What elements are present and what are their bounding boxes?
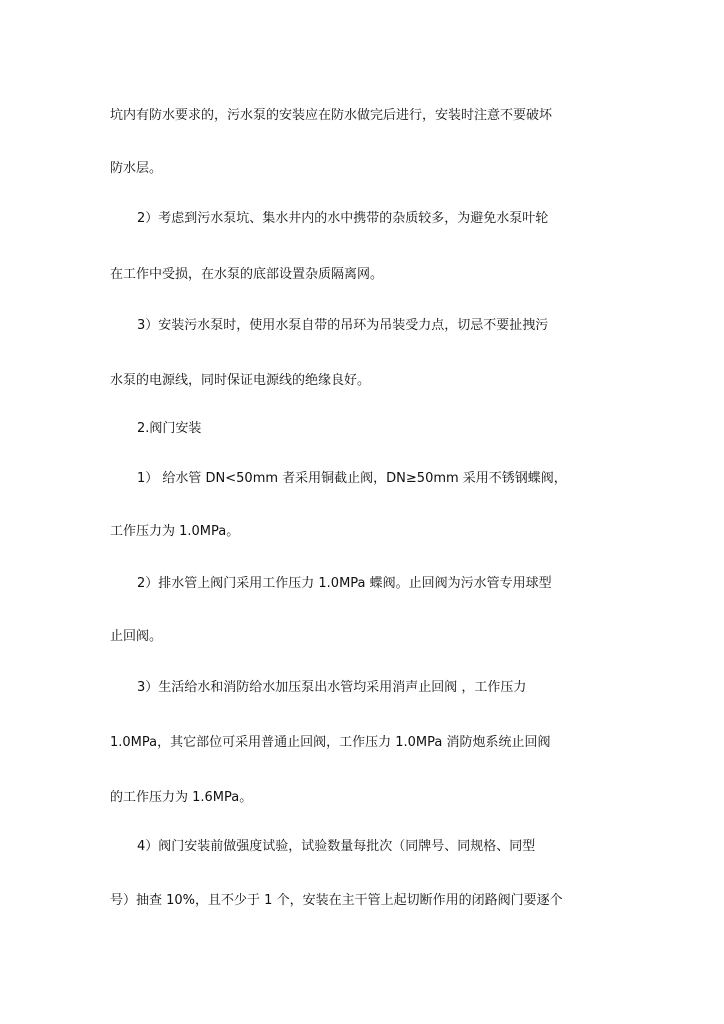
text-line-15: 4）阀门安装前做强度试验，试验数量每批次（同牌号、同规格、同型 bbox=[137, 839, 536, 854]
text-line-11: 止回阀。 bbox=[110, 629, 163, 644]
text-line-12: 3）生活给水和消防给水加压泵出水管均采用消声止回阀 ，工作压力 bbox=[137, 680, 527, 695]
text-line-4: 在工作中受损，在水泵的底部设置杂质隔离网。 bbox=[110, 267, 384, 282]
text-line-5: 3）安装污水泵时，使用水泵自带的吊环为吊装受力点，切忌不要扯拽污 bbox=[137, 318, 549, 333]
section-heading: 2.阀门安装 bbox=[137, 421, 202, 436]
text-line-1: 坑内有防水要求的，污水泵的安装应在防水做完后进行，安装时注意不要破坏 bbox=[110, 108, 553, 123]
text-line-8: 1） 给水管 DN<50mm 者采用铜截止阀，DN≥50mm 采用不锈钢蝶阀， bbox=[137, 471, 567, 486]
text-line-13: 1.0MPa，其它部位可采用普通止回阀，工作压力 1.0MPa 消防炮系统止回阀 bbox=[110, 735, 551, 750]
text-line-2: 防水层。 bbox=[110, 161, 163, 176]
text-line-14: 的工作压力为 1.6MPa。 bbox=[110, 790, 253, 805]
text-line-16: 号）抽查 10%，且不少于 1 个，安装在主干管上起切断作用的闭路阀门要逐个 bbox=[110, 893, 563, 908]
text-line-10: 2）排水管上阀门采用工作压力 1.0MPa 蝶阀。止回阀为污水管专用球型 bbox=[137, 576, 552, 591]
text-line-6: 水泵的电源线，同时保证电源线的绝缘良好。 bbox=[110, 373, 371, 388]
text-line-9: 工作压力为 1.0MPa。 bbox=[110, 524, 240, 539]
text-line-3: 2）考虑到污水泵坑、集水井内的水中携带的杂质较多，为避免水泵叶轮 bbox=[137, 211, 549, 226]
